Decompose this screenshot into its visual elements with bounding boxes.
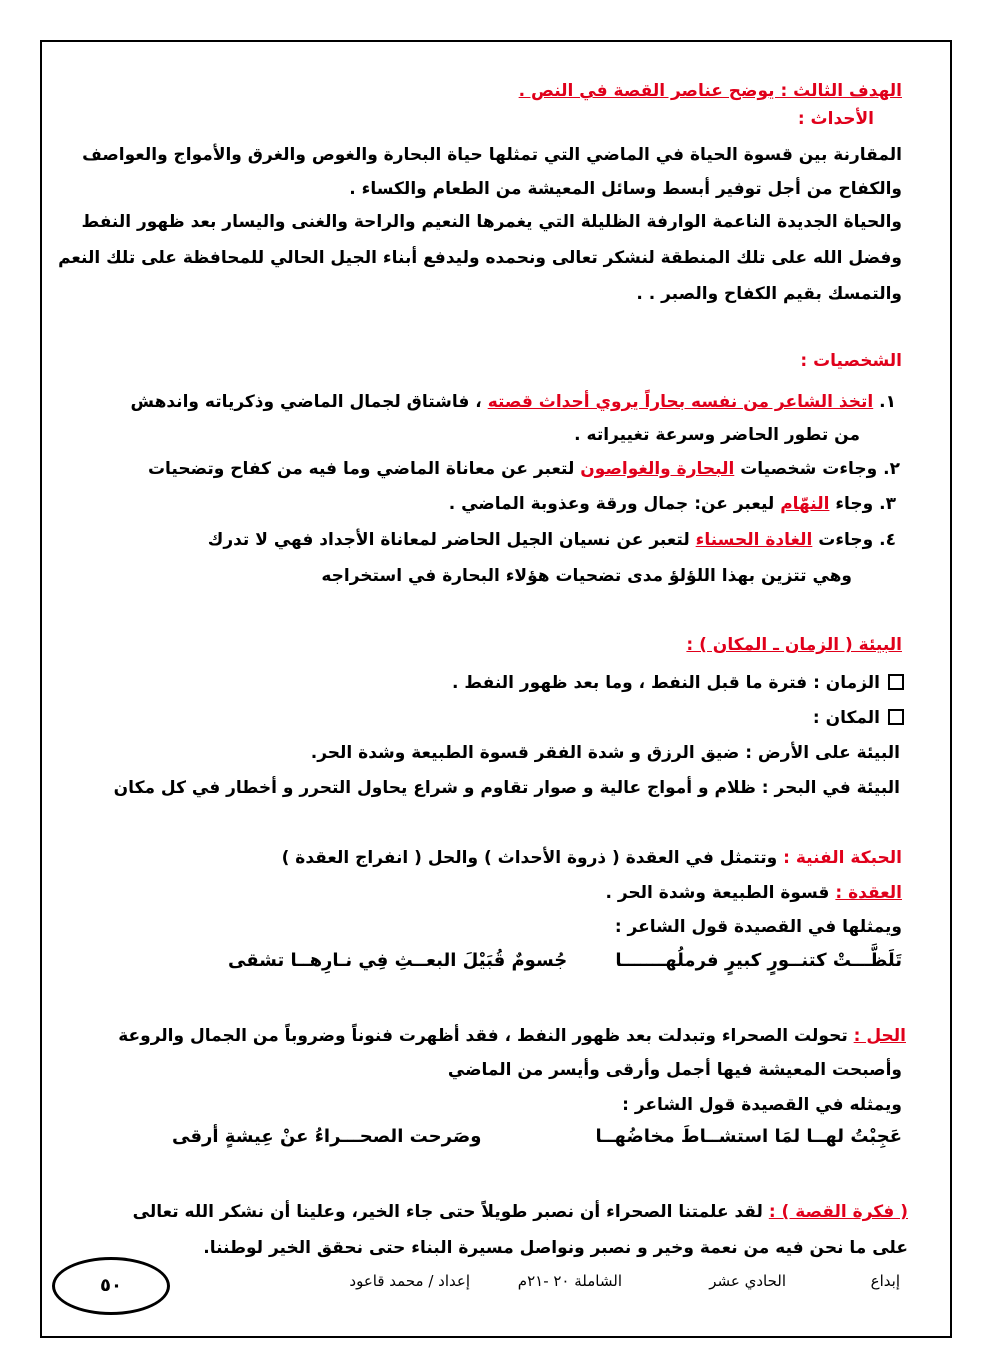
events-line-4: وفضل الله على تلك المنطقة لنشكر تعالى ونحمده وليدفع أبناء الجيل الحالي للمحافظة على تلك النعم — [58, 248, 902, 268]
solution-line-2: وأصبحت المعيشة فيها أجمل وأرقى وأيسر من الماضي — [447, 1060, 902, 1080]
setting-time: الزمان : فترة ما قبل النفط ، وما بعد ظهور النفط . — [452, 670, 904, 696]
footer-edition: الشاملة ٢٠ -٢١م — [517, 1272, 622, 1290]
idea-line-2: على ما نحن فيه من نعمة وخير و نصبر ونواصل مسيرة البناء حتى نحقق الخير لوطننا. — [203, 1238, 908, 1258]
events-line-2: والكفاح من أجل توفير أبسط وسائل المعيشة من الطعام والكساء . — [349, 179, 902, 199]
character-item-1-cont: من تطور الحاضر وسرعة تغييراته . — [574, 425, 860, 445]
verse-1-first: تَلَظَّـــتْ كتنــورٍ كبيرٍ فرملُهـــــــا — [615, 950, 902, 971]
checkbox-icon — [888, 674, 904, 690]
character-item-4-cont: وهي تتزين بهذا اللؤلؤ مدى تضحيات هؤلاء البحارة في استخراجه — [321, 566, 852, 586]
character-item-2: ٢. وجاءت شخصيات البحارة والغواصون لتعبر عن معاناة الماضي وما فيه من كفاح وتضحيات — [147, 459, 900, 479]
goal-title: الهدف الثالث : يوضح عناصر القصة في النص . — [518, 81, 902, 101]
knot-line: العقدة : قسوة الطبيعة وشدة الحر . — [605, 883, 902, 903]
verse-2-first: عَجِبْتُ لهــا لمَا استشــاطَ مخاضُهــا — [595, 1126, 902, 1147]
events-heading: الأحداث : — [797, 109, 874, 129]
solution-line-1: الحل : تحولت الصحراء وتبدلت بعد ظهور النفط ، فقد أظهرت فنوناً وضروباً من الجمال والروعة — [118, 1026, 906, 1046]
page-number: ٥٠ — [52, 1257, 170, 1315]
footer-grade: الحادي عشر — [709, 1272, 786, 1290]
checkbox-icon — [888, 709, 904, 725]
events-line-5: والتمسك بقيم الكفاح والصبر . . — [636, 284, 902, 304]
footer-author: إعداد / محمد قاعود — [349, 1272, 470, 1290]
solution-poem-intro: ويمثله في القصيدة قول الشاعر : — [622, 1095, 902, 1115]
verse-1-second: جُسومٌ قُبَيْلَ البعــثِ فِي نـارِهــا تشقى — [228, 950, 568, 971]
character-item-4: ٤. وجاءت الغادة الحسناء لتعبر عن نسيان الجيل الحاضر لمعاناة الأجداد فهي لا تدرك — [207, 530, 896, 550]
idea-line-1: ( فكرة القصة ) : لقد علمتنا الصحراء أن نصبر طويلاً حتى جاء الخير، وعلينا أن نشكر الله تعالى — [132, 1202, 908, 1222]
plot-line: الحبكة الفنية : وتتمثل في العقدة ( ذروة الأحداث ) والحل ( انفراج العقدة ) — [281, 848, 902, 868]
character-item-3: ٣. وجاء النهّام ليعبر عن: جمال ورقة وعذوبة الماضي . — [448, 494, 896, 514]
setting-land: البيئة على الأرض : ضيق الرزق و شدة الفقر قسوة الطبيعة وشدة الحر. — [310, 743, 900, 763]
characters-heading: الشخصيات : — [800, 351, 902, 371]
events-line-1: المقارنة بين قسوة الحياة في الماضي التي تمثلها حياة البحارة والغوص والغرق والأمواج والعواصف — [82, 145, 902, 165]
setting-place: المكان : — [813, 705, 904, 731]
events-line-3: والحياة الجديدة الناعمة الوارفة الظليلة التي يغمرها النعيم والراحة والغنى واليسار بعد ظهور النفط — [81, 212, 902, 232]
character-item-1: ١. اتخذ الشاعر من نفسه بحاراً يروي أحداث قصته ، فاشتاق لجمال الماضي وذكرياته واندهش — [130, 392, 896, 412]
setting-heading: البيئة ( الزمان ـ المكان ) : — [686, 635, 902, 655]
footer-ibdaa: إبداع — [870, 1272, 900, 1290]
setting-sea: البيئة في البحر : ظلام و أمواج عالية و صوار تقاوم و شراع يحاول التحرر و أخطار في كل مكان — [113, 778, 900, 798]
verse-2-second: وصَرحت الصحـــراءُ عنْ عِيشةٍ أرقى — [172, 1126, 482, 1147]
knot-poem-intro: ويمثلها في القصيدة قول الشاعر : — [614, 917, 902, 937]
